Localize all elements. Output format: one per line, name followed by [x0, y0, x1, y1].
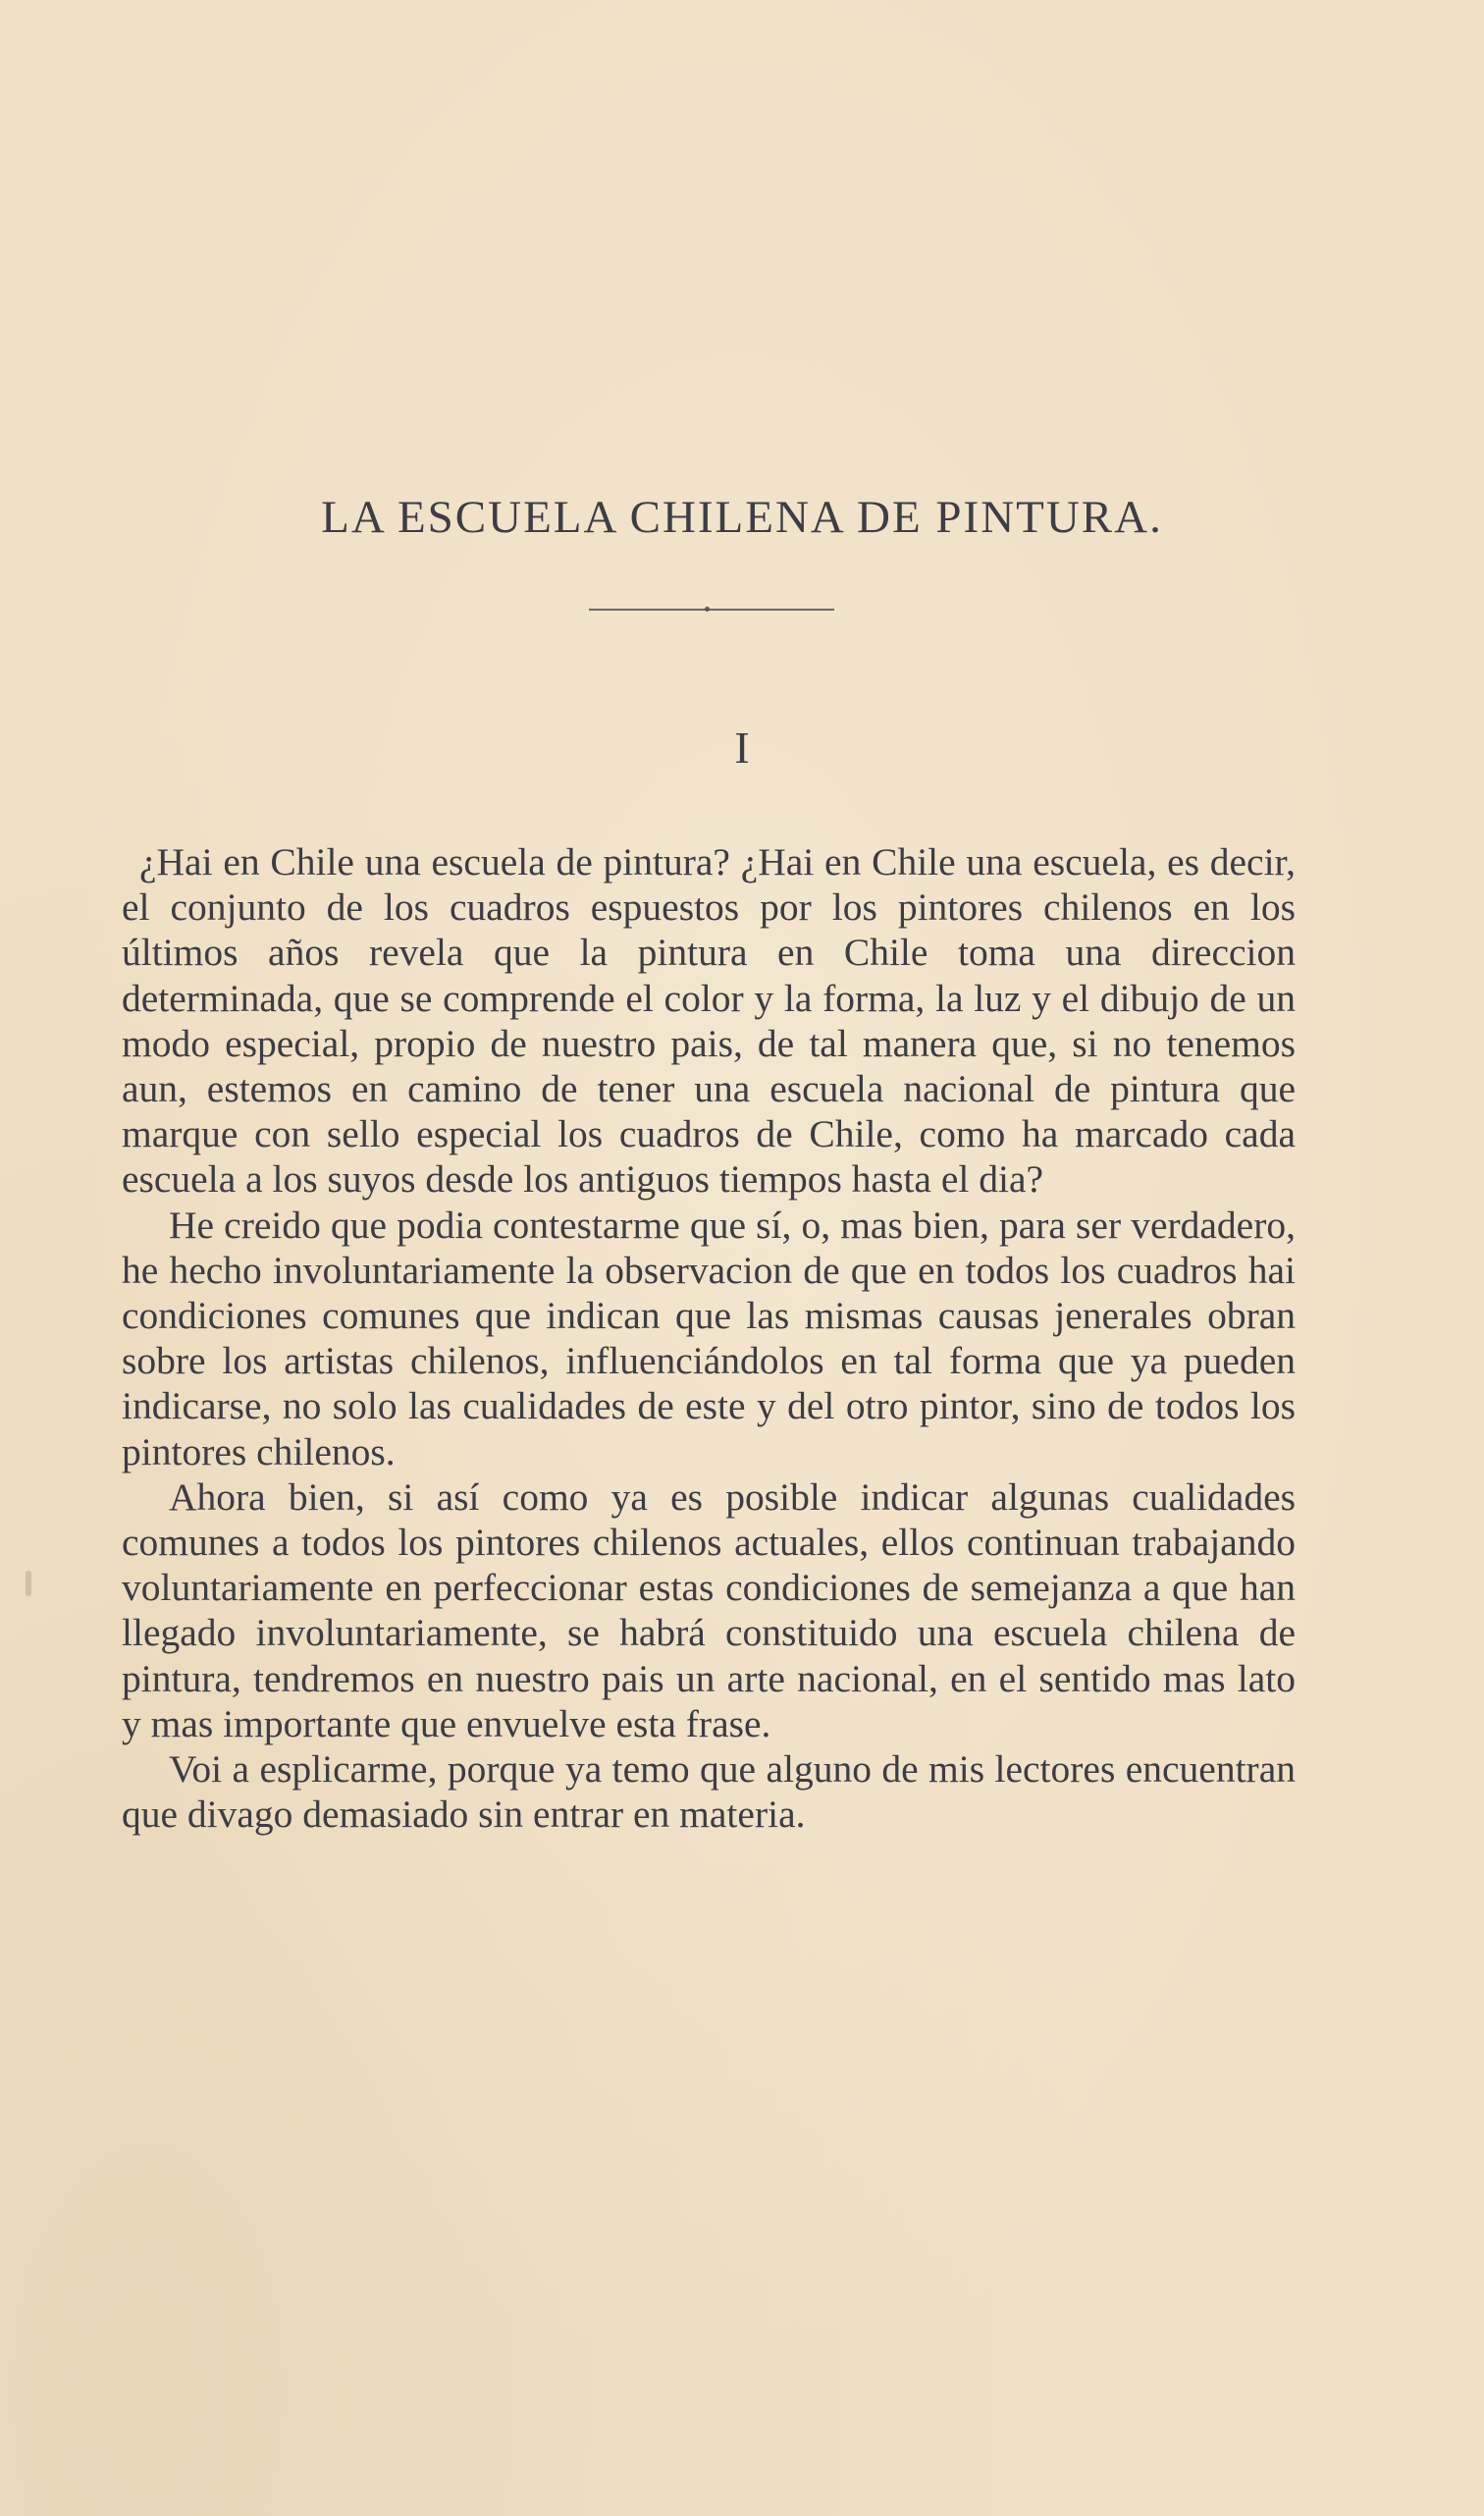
- paper-smudge: [26, 1571, 31, 1596]
- section-number: I: [734, 723, 750, 773]
- paragraph-2: He creido que podia contestarme que sí, o, mas bien, para ser verdadero, he hecho involuntariamente la observacion de que en todos los cuadros hai condiciones comunes que indican que las mismas causas jenerales obran sobre los artistas chilenos, influenciándolos en tal forma que ya pueden indicarse, no solo las cualidades de este y del otro pintor, sino de todos los pintores chilenos.: [122, 1203, 1296, 1473]
- paragraph-3: Ahora bien, si así como ya es posible indicar algunas cualidades comunes a todos los pintores chilenos actuales, ellos continuan trabajando voluntariamente en perfeccionar estas condiciones de semejanza a que han llegado involuntariamente, se habrá constituido una escuela chilena de pintura, tendremos en nuestro pais un arte nacional, en el sentido mas lato y mas importante que envuelve esta frase.: [122, 1474, 1296, 1745]
- paragraph-1: ¿Hai en Chile una escuela de pintura? ¿Hai en Chile una escuela, es decir, el conjunto de los cuadros espuestos por los pintores chilenos en los últimos años revela que la pintura en Chile toma una direccion determinada, que se comprende el color y la forma, la luz y el dibujo de un modo especial, propio de nuestro pais, de tal manera que, si no tenemos aun, estemos en camino de tener una escuela nacional de pintura que marque con sello especial los cuadros de Chile, como ha marcado cada escuela a los suyos desde los antiguos tiempos hasta el dia?: [122, 840, 1296, 1202]
- paragraph-4: Voi a esplicarme, porque ya temo que alguno de mis lectores encuentran que divago demasiado sin entrar en materia.: [122, 1747, 1296, 1837]
- chapter-title: LA ESCUELA CHILENA DE PINTURA.: [321, 492, 1163, 543]
- body-text: [122, 839, 1296, 1837]
- title-divider: [589, 609, 834, 611]
- divider-ornament: [705, 607, 710, 612]
